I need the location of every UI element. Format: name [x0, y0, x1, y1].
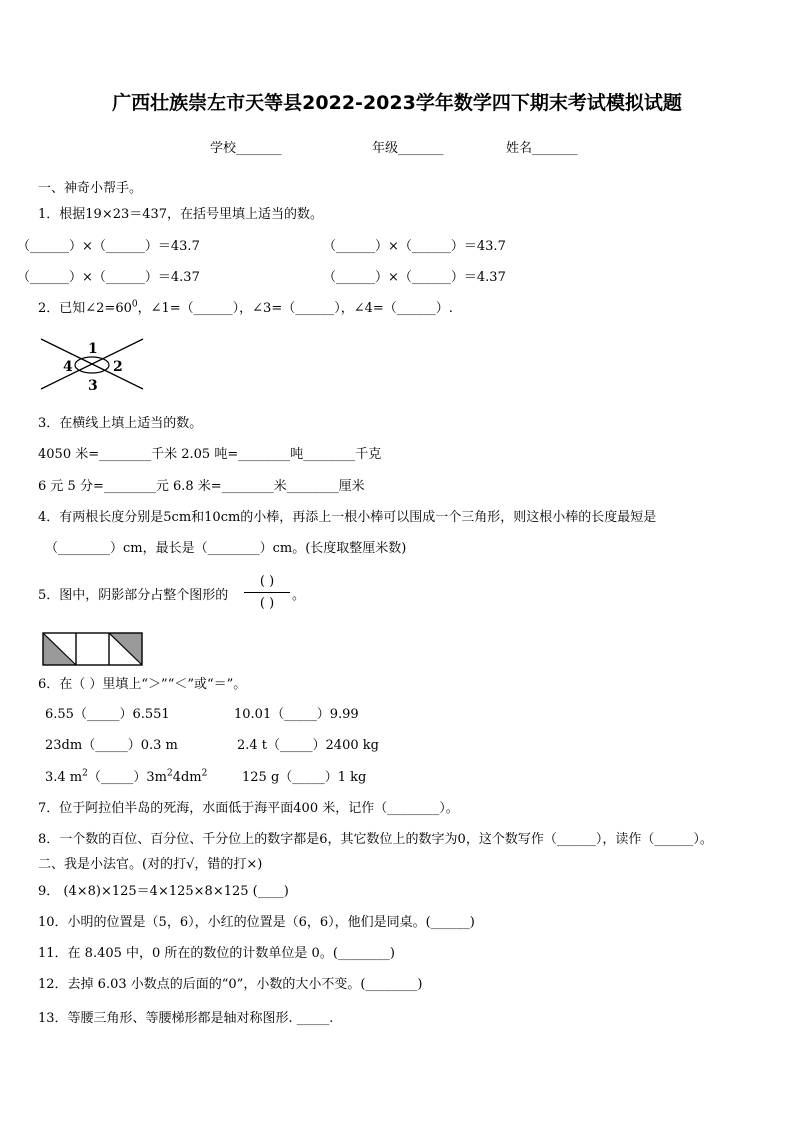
fraction-numerator: ( )	[244, 574, 290, 593]
question-8: 8．一个数的百位、百分位、千分位上的数字都是6，其它数位上的数字为0，这个数写作（______），读作（______）。	[38, 832, 713, 847]
section1-heading: 一、神奇小帮手。	[38, 181, 143, 196]
grade-field: 年级_______	[372, 141, 444, 156]
name-field: 姓名_______	[506, 141, 578, 156]
q6-item-a1: 6.55（_____）6.551	[45, 707, 170, 722]
q6-c1-sup-c: 2	[201, 768, 208, 779]
q2-text-a: 2．已知∠2=60	[38, 301, 132, 316]
q6-c1-part-c: 4dm	[172, 770, 202, 785]
shaded-figure	[42, 632, 144, 666]
question-4: 4．有两根长度分别是5cm和10cm的小棒，再添上一根小棒可以围成一个三角形，则这根小棒的长度最短是	[38, 510, 657, 525]
q1-row1-left: （______）×（______）＝43.7	[17, 239, 200, 254]
question-3: 3．在横线上填上适当的数。	[38, 416, 203, 431]
section2-heading: 二、我是小法官。(对的打√，错的打×)	[38, 857, 263, 872]
school-field: 学校_______	[210, 141, 282, 156]
question-1: 1．根据19×23＝437，在括号里填上适当的数。	[38, 207, 324, 222]
question-7: 7．位于阿拉伯半岛的死海，水面低于海平面400 米，记作（________）。	[38, 801, 459, 816]
q6-c1-sup-b: 2	[166, 768, 173, 779]
angle-ellipse	[75, 357, 109, 373]
q6-item-a2: 10.01（_____）9.99	[234, 707, 359, 722]
q6-c1-part-a: 3.4 m	[45, 770, 83, 785]
angle-label-3: 3	[88, 378, 98, 392]
q3-line-2: 6 元 5 分=________元 6.8 米=________米________厘米	[38, 479, 365, 494]
q1-row1-right: （______）×（______）＝43.7	[323, 239, 506, 254]
angle-label-2: 2	[113, 359, 123, 375]
q6-c1-sup-a: 2	[82, 768, 88, 779]
question-12: 12．去掉 6.03 小数点的后面的“0”，小数的大小不变。(________)	[38, 977, 423, 992]
q6-c1-part-b: （_____）3m	[87, 770, 167, 785]
q2-text-b: ，∠1=（______），∠3=（______），∠4=（______）.	[137, 301, 453, 316]
page-title: 广西壮族崇左市天等县2022-2023学年数学四下期末考试模拟试题	[112, 92, 682, 114]
question-9: 9． (4×8)×125＝4×125×8×125 (____)	[38, 884, 289, 899]
q6-item-b2: 2.4 t（_____）2400 kg	[237, 738, 379, 753]
q5-end: 。	[292, 588, 306, 603]
q4-line-2: （________）cm，最长是（________）cm。(长度取整厘米数)	[45, 541, 407, 556]
angle-label-1: 1	[88, 341, 98, 357]
fraction-denominator: ( )	[259, 596, 275, 611]
q6-item-b1: 23dm（_____）0.3 m	[45, 738, 178, 753]
question-10: 10．小明的位置是（5，6），小红的位置是（6，6），他们是同桌。(______)	[38, 915, 475, 930]
angle-label-4: 4	[63, 359, 73, 375]
q2-degree-sup: 0	[131, 299, 138, 310]
q3-line-1: 4050 米=________千米 2.05 吨=________吨________千克	[38, 447, 382, 462]
question-5: 5．图中，阴影部分占整个图形的	[38, 588, 229, 603]
q6-item-c2: 125 g（_____）1 kg	[242, 770, 367, 785]
q1-row2-left: （______）×（______）＝4.37	[17, 270, 200, 285]
q1-row2-right: （______）×（______）＝4.37	[323, 270, 506, 285]
question-11: 11．在 8.405 中，0 所在的数位的计数单位是 0。(________)	[38, 946, 395, 961]
q6-item-c1	[45, 770, 207, 786]
angle-diagram	[38, 336, 146, 392]
question-6: 6．在（ ）里填上“＞”“＜”或“＝”。	[38, 677, 247, 692]
question-2	[38, 301, 453, 317]
question-13: 13．等腰三角形、等腰梯形都是轴对称图形. _____.	[38, 1011, 334, 1026]
